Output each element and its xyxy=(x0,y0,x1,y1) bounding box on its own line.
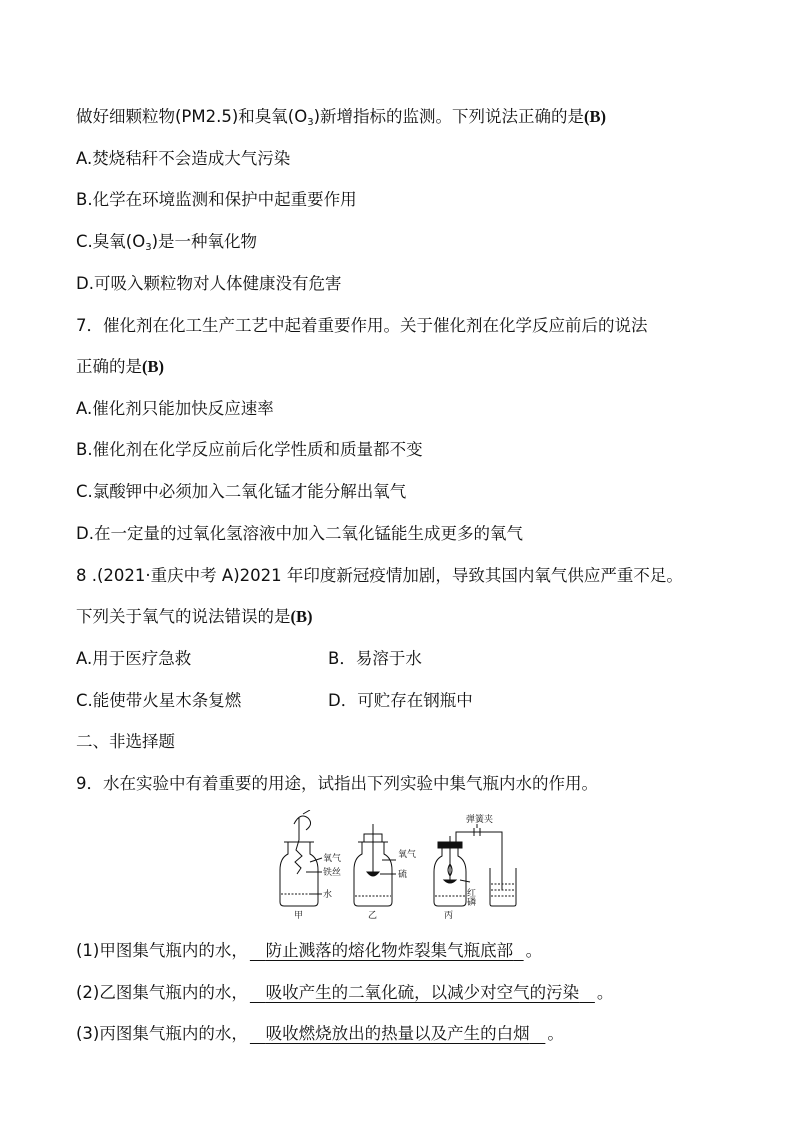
q9-sub3-prefix: (3)丙图集气瓶内的水， xyxy=(76,1024,248,1043)
label-oxygen-2: 氧气 xyxy=(398,850,417,860)
q7-answer: (B) xyxy=(142,357,164,376)
q7-stem-line2 xyxy=(76,356,164,378)
label-sulfur: 硫 xyxy=(398,870,408,880)
q6-stem xyxy=(76,106,606,134)
q7-option-b: B.催化剂在化学反应前后化学性质和质量都不变 xyxy=(76,440,423,459)
label-yi: 乙 xyxy=(368,911,378,921)
q6-answer: (B) xyxy=(584,107,607,126)
q7-option-a: A.催化剂只能加快反应速率 xyxy=(76,399,274,418)
q9-sub2 xyxy=(76,982,613,1004)
q9-sub3-answer xyxy=(248,1024,548,1043)
q7-option-d: D.在一定量的过氧化氢溶液中加入二氧化锰能生成更多的氧气 xyxy=(76,524,523,543)
q8-option-b: B．易溶于水 xyxy=(328,649,422,668)
q9-sub2-answer-text: 吸收产生的二氧化硫，以减少对空气的污染 xyxy=(265,983,580,1002)
label-bing: 丙 xyxy=(444,911,454,921)
bottle-jia xyxy=(280,810,322,906)
q8-stem-line2-text: 下列关于氧气的说法错误的是 xyxy=(76,607,291,626)
label-oxygen-1: 氧气 xyxy=(323,854,342,864)
q6-option-c-text-a: C.臭氧(O xyxy=(76,232,146,251)
label-jia: 甲 xyxy=(294,911,304,921)
experiment-diagram xyxy=(270,810,530,922)
q6-stem-subscript: 3 xyxy=(307,117,314,128)
q8-option-a: A.用于医疗急救 xyxy=(76,649,192,668)
q9-sub2-prefix: (2)乙图集气瓶内的水， xyxy=(76,983,248,1002)
q6-stem-text-b: )新增指标的监测。下列说法正确的是 xyxy=(313,107,585,126)
q9-sub2-period: 。 xyxy=(596,983,614,1002)
q6-option-a: A.焚烧秸秆不会造成大气污染 xyxy=(76,149,291,168)
q8-option-c: C.能使带火星木条复燃 xyxy=(76,691,242,710)
q8-answer: (B) xyxy=(290,607,313,626)
section-title: 二、非选择题 xyxy=(76,732,175,751)
q9-sub1-prefix: (1)甲图集气瓶内的水， xyxy=(76,941,248,960)
q9-sub3-period: 。 xyxy=(547,1024,564,1043)
q6-option-b: B.化学在环境监测和保护中起重要作用 xyxy=(76,190,357,209)
q9-sub2-answer xyxy=(248,983,597,1002)
label-red-phosphorus: 红磷 xyxy=(465,888,475,906)
label-water-1: 水 xyxy=(323,890,333,900)
q6-option-d: D.可吸入颗粒物对人体健康没有危害 xyxy=(76,274,342,293)
q8-stem-line2 xyxy=(76,606,313,628)
q6-stem-text-a: 做好细颗粒物(PM2.5)和臭氧(O xyxy=(76,107,308,126)
q9-sub3-answer-text: 吸收燃烧放出的热量以及产生的白烟 xyxy=(265,1024,530,1043)
bottle-yi xyxy=(354,824,396,906)
q7-option-c: C.氯酸钾中必须加入二氧化锰才能分解出氧气 xyxy=(76,482,407,501)
q8-option-d: D．可贮存在钢瓶中 xyxy=(328,691,473,710)
q8-options-row1 xyxy=(76,648,191,670)
q6-option-c-subscript: 3 xyxy=(145,242,152,253)
q6-option-c-text-b: )是一种氧化物 xyxy=(151,232,258,251)
q9-sub3 xyxy=(76,1023,564,1045)
q9-sub1-answer xyxy=(248,941,526,960)
q7-stem-line1: 7．催化剂在化工生产工艺中起着重要作用。关于催化剂在化学反应前后的说法 xyxy=(76,316,648,335)
q9-sub1-answer-text: 防止溅落的熔化物炸裂集气瓶底部 xyxy=(265,941,514,960)
label-clamp: 弹簧夹 xyxy=(466,815,494,825)
q7-stem-line2-text: 正确的是 xyxy=(76,357,142,376)
q9-sub1-period: 。 xyxy=(525,941,543,960)
label-iron-wire: 铁丝 xyxy=(323,868,342,878)
q9-sub1 xyxy=(76,940,542,962)
bottle-bing xyxy=(434,824,516,906)
q9-stem: 9．水在实验中有着重要的用途，试指出下列实验中集气瓶内水的作用。 xyxy=(76,774,598,793)
q6-option-c xyxy=(76,231,257,259)
q8-stem-line1: 8 .(2021·重庆中考 A)2021 年印度新冠疫情加剧，导致其国内氧气供应严重不足。 xyxy=(76,566,683,585)
q9-experiment-figure xyxy=(270,810,530,922)
